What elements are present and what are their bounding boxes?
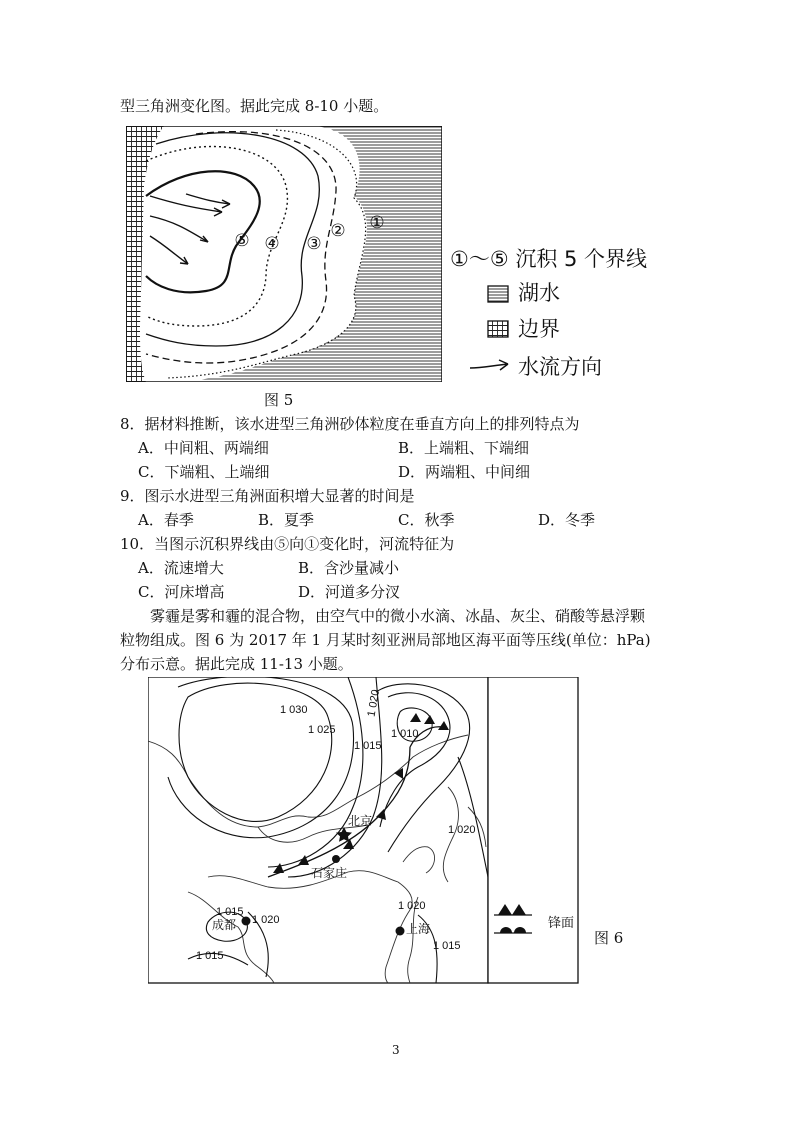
figure-5-delta-map xyxy=(126,126,442,382)
city-label-shijiazhuang: 石家庄 xyxy=(311,866,348,880)
isobar-label-1025: 1 025 xyxy=(308,724,336,736)
isobar-label-1030: 1 030 xyxy=(280,704,308,716)
label-2: ② xyxy=(330,221,346,240)
label-1: ① xyxy=(369,213,385,232)
legend-lake-swatch xyxy=(487,285,509,303)
figure-6-caption: 图 6 xyxy=(594,929,624,947)
legend-title: ①～⑤ 沉积 5 个界线 xyxy=(450,247,648,271)
isobar-label-1015-north: 1 015 xyxy=(354,740,382,752)
legend-front-label: 锋面 xyxy=(548,915,575,930)
city-label-shanghai: 上海 xyxy=(406,922,431,936)
isobar-label-1015-east: 1 015 xyxy=(433,940,461,952)
shanghai-dot-icon xyxy=(396,927,405,936)
isobar-label-1015-chengdu: 1 015 xyxy=(216,906,244,918)
q9-option-d: D．冬季 xyxy=(538,511,596,529)
city-label-chengdu: 成都 xyxy=(212,918,237,932)
q9-option-a: A．春季 xyxy=(138,511,194,529)
legend-border-label: 边界 xyxy=(518,317,560,341)
isobar-label-1020-chengdu: 1 020 xyxy=(252,914,280,926)
q10-option-b: B．含沙量减小 xyxy=(298,559,400,577)
isobar-label-1020-south: 1 020 xyxy=(398,900,426,912)
q8-option-a: A．中间粗、两端细 xyxy=(138,439,269,457)
isobar-label-1010: 1 010 xyxy=(391,728,419,740)
label-5: ⑤ xyxy=(234,231,250,250)
passage-line-3: 分布示意。据此完成 11-13 小题。 xyxy=(120,655,353,673)
intro-line: 型三角洲变化图。据此完成 8-10 小题。 xyxy=(120,97,389,115)
q8-option-b: B．上端粗、下端细 xyxy=(398,439,530,457)
q8-option-c: C．下端粗、上端细 xyxy=(138,463,270,481)
legend-lake-label: 湖水 xyxy=(518,281,560,305)
q10-option-a: A．流速增大 xyxy=(138,559,224,577)
shijiazhuang-dot-icon xyxy=(332,855,340,863)
legend-border-swatch xyxy=(487,320,509,338)
isobar-label-1020-north: 1 020 xyxy=(365,688,383,718)
legend-flow-arrow-icon xyxy=(468,356,514,376)
question-9-stem: 9．图示水进型三角洲面积增大显著的时间是 xyxy=(120,487,415,505)
figure-5-caption: 图 5 xyxy=(264,391,294,409)
isobar-label-1015-southwest: 1 015 xyxy=(196,950,224,962)
page-number: 3 xyxy=(392,1043,400,1057)
question-8-stem: 8．据材料推断，该水进型三角洲砂体粒度在垂直方向上的排列特点为 xyxy=(120,415,580,433)
figure-6-isobar-map xyxy=(148,677,580,985)
legend-flow-label: 水流方向 xyxy=(518,355,602,379)
passage-line-2: 粒物组成。图 6 为 2017 年 1 月某时刻亚洲局部地区海平面等压线(单位：hPa) xyxy=(120,631,651,649)
passage-line-1: 雾霾是雾和霾的混合物，由空气中的微小水滴、冰晶、灰尘、硝酸等悬浮颗 xyxy=(150,607,646,625)
question-10-stem: 10．当图示沉积界线由⑤向①变化时，河流特征为 xyxy=(120,535,455,553)
city-label-beijing: 北京 xyxy=(348,814,373,828)
q8-option-d: D．两端粗、中间细 xyxy=(398,463,531,481)
q9-option-b: B．夏季 xyxy=(258,511,315,529)
label-3: ③ xyxy=(306,234,322,253)
q10-option-d: D．河道多分汊 xyxy=(298,583,401,601)
label-4: ④ xyxy=(264,234,280,253)
q9-option-c: C．秋季 xyxy=(398,511,455,529)
isobar-label-1020-east: 1 020 xyxy=(448,824,476,836)
q10-option-c: C．河床增高 xyxy=(138,583,225,601)
